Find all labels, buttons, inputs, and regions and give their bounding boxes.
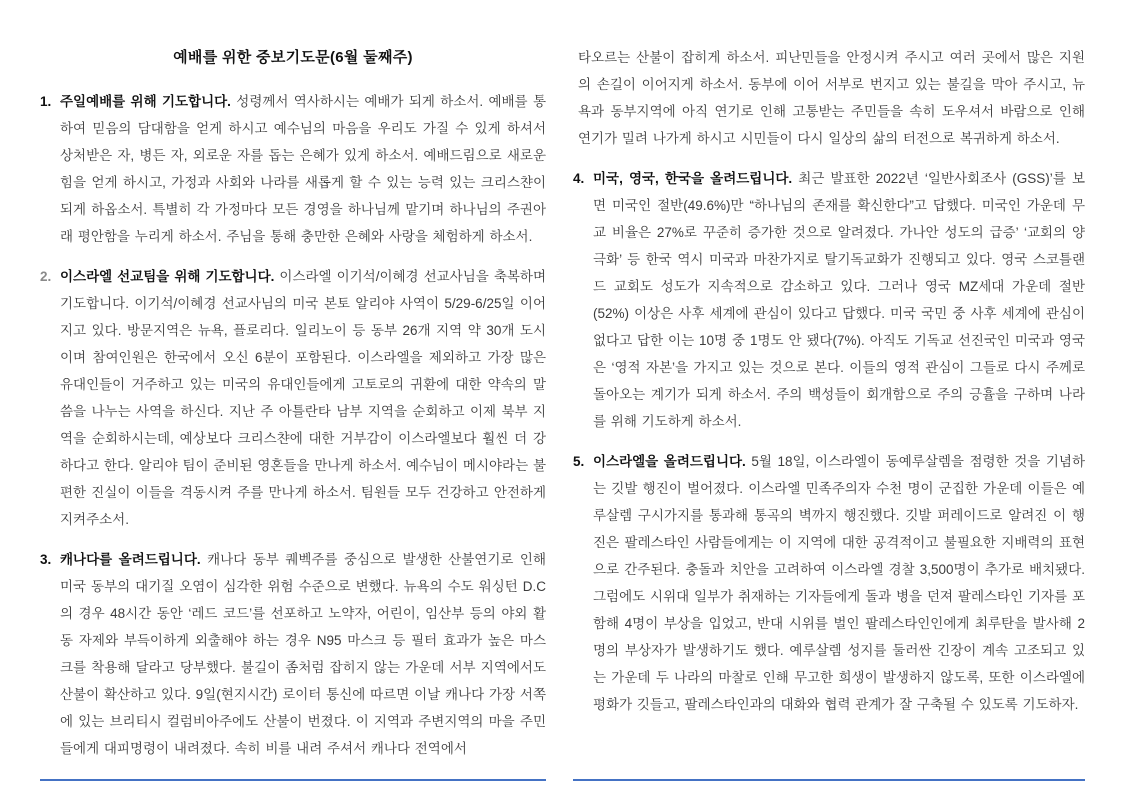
item-4-number: 4. xyxy=(573,171,585,186)
prayer-item-3 xyxy=(40,546,546,762)
bottom-rule-left xyxy=(40,779,546,781)
item-5-text xyxy=(593,448,1085,718)
prayer-item-1 xyxy=(40,88,546,250)
prayer-item-4 xyxy=(573,165,1085,435)
item-4-text xyxy=(593,165,1085,435)
item-1-number: 1. xyxy=(40,94,52,109)
item-3-heading: 캐나다를 올려드립니다. xyxy=(60,552,201,567)
prayer-item-5 xyxy=(573,448,1085,718)
item-5-number: 5. xyxy=(573,454,585,469)
item-4-heading: 미국, 영국, 한국을 올려드립니다. xyxy=(593,171,793,186)
item-2-body: 이스라엘 이기석/이혜경 선교사님을 축복하며 기도합니다. 이기석/이혜경 선교사님의 미국 본토 알리야 사역이 5/29-6/25일 이어지고 있다. 방문지역은 뉴욕, 플로리다. 일리노이 등 동부 26개 지역 약 30개 도시이며 참여인원은 한국에서 오신 6분이 포함된다. 이스라엘을 제외하고 가장 많은 유대인들이 거주하고 있는 미국의 유대인들에게 고토로의 귀환에 대한 약속의 말씀을 나누는 사역을 하신다. 지난 주 아틀란타 남부 지역을 순회하고 이제 북부 지역을 순회하시는데, 예상보다 크리스챤에 대한 거부감이 이스라엘보다 훨씬 더 강하다고 한다. 알리야 팀이 준비된 영혼들을 만나게 하소서. 예수님이 메시야라는 불편한 진실이 이들을 격동시켜 주를 만나게 하소서. 팀원들 모두 건강하고 안전하게 지켜주소서. xyxy=(60,269,546,527)
item-3-body: 캐나다 동부 퀘벡주를 중심으로 발생한 산불연기로 인해 미국 동부의 대기질 오염이 심각한 위험 수준으로 변했다. 뉴욕의 수도 워싱턴 D.C의 경우 48시간 동안 ‘레드 코드’를 선포하고 노약자, 어린이, 임산부 등의 야외 활동 자제와 부득이하게 외출해야 하는 경우 N95 마스크 등 필터 효과가 높은 마스크를 착용해 달라고 당부했다. 불길이 좀처럼 잡히지 않는 가운데 서부 지역에서도 산불이 확산하고 있다. 9일(현지시간) 로이터 통신에 따르면 이날 캐나다 가장 서쪽에 있는 브리티시 컬럼비아주에도 산불이 번졌다. 이 지역과 주변지역의 마을 주민들에게 대피명령이 내려졌다. 속히 비를 내려 주셔서 캐나다 전역에서 xyxy=(60,552,546,756)
item-3-number: 3. xyxy=(40,552,52,567)
item-1-text xyxy=(60,88,546,250)
column-right xyxy=(573,44,1085,731)
item-2-text xyxy=(60,263,546,533)
document-title: 예배를 위한 중보기도문(6월 둘째주) xyxy=(173,49,413,66)
item-4-body: 최근 발표한 2022년 ‘일반사회조사 (GSS)’를 보면 미국인 절반(49.6%)만 “하나님의 존재를 확신한다”고 답했다. 미국인 가운데 무교 비율은 27%로 꾸준히 증가한 것으로 알려졌다. 가나안 성도의 급증’ ‘교회의 양극화’ 등 한국 역시 미국과 마찬가지로 탈기독교화가 진행되고 있다. 영국 스코틀랜드 교회도 성도가 지속적으로 감소하고 있다. 그러나 영국 MZ세대 가운데 절반(52%) 이상은 사후 세계에 관심이 있다고 답했다. 미국 국민 중 사후 세계에 관심이 없다고 답한 이는 10명 중 1명도 안 됐다(7%). 아직도 기독교 선진국인 미국과 영국은 ‘영적 자본’을 가지고 있는 것으로 본다. 이들의 영적 관심이 그들로 다시 주께로 돌아오는 계기가 되게 하소서. 주의 백성들이 회개함으로 주의 긍휼을 구하며 나라를 위해 기도하게 하소서. xyxy=(593,171,1085,429)
item-3-continuation: 타오르는 산불이 잡히게 하소서. 피난민들을 안정시켜 주시고 여러 곳에서 많은 지원의 손길이 이어지게 하소서. 동부에 이어 서부로 번지고 있는 불길을 막아 주시고, 뉴욕과 동부지역에 아직 연기로 인해 고통받는 주민들을 속히 도우셔서 바람으로 인해 연기가 밀려 나가게 하시고 시민들이 다시 일상의 삶의 터전으로 복귀하게 하소서. xyxy=(578,50,1085,146)
item-1-heading: 주일예배를 위해 기도합니다. xyxy=(60,94,231,109)
item-1-body: 성령께서 역사하시는 예배가 되게 하소서. 예배를 통하여 믿음의 담대함을 얻게 하시고 예수님의 마음을 우리도 가질 수 있게 하셔서 상처받은 자, 병든 자, 외로운 자를 돕는 은혜가 있게 하소서. 예배드림으로 새로운 힘을 얻게 하시고, 가정과 사회와 나라를 새롭게 할 수 있는 능력 있는 크리스챤이 되게 하옵소서. 특별히 각 가정마다 모든 경영을 하나님께 맡기며 하나님의 주권아래 평안함을 누리게 하소서. 주님을 통해 충만한 은혜와 사랑을 체험하게 하소서. xyxy=(60,94,546,244)
item-2-number: 2. xyxy=(40,269,52,284)
item-5-body: 5월 18일, 이스라엘이 동예루살렘을 점령한 것을 기념하는 깃발 행진이 벌어졌다. 이스라엘 민족주의자 수천 명이 군집한 가운데 이들은 예루살렘 구시가지를 통과해 통곡의 벽까지 행진했다. 깃발 퍼레이드로 알려진 이 행진은 팔레스타인 사람들에게는 이 지역에 대한 공격적이고 불필요한 지배력의 표현으로 간주된다. 충돌과 치안을 고려하여 이스라엘 경찰 3,500명이 추가로 배치됐다. 그럼에도 시위대 일부가 취재하는 기자들에게 돌과 병을 던져 팔레스타인 기자를 포함해 4명이 부상을 입었고, 반대 시위를 벌인 팔레스타인인에게 최루탄을 발사해 2명의 부상자가 발생하기도 했다. 예루살렘 성지를 둘러싼 긴장이 계속 고조되고 있는 가운데 두 나라의 마찰로 인해 무고한 희생이 발생하지 않도록, 또한 이스라엘에 평화가 깃들고, 팔레스타인과의 대화와 협력 관계가 잘 구축될 수 있도록 기도하자. xyxy=(593,454,1086,712)
item-3-text xyxy=(60,546,546,762)
prayer-item-2 xyxy=(40,263,546,533)
bottom-rule-right xyxy=(573,779,1085,781)
column-left xyxy=(40,44,546,775)
item-5-heading: 이스라엘을 올려드립니다. xyxy=(593,454,746,469)
item-2-heading: 이스라엘 선교팀을 위해 기도합니다. xyxy=(60,269,275,284)
